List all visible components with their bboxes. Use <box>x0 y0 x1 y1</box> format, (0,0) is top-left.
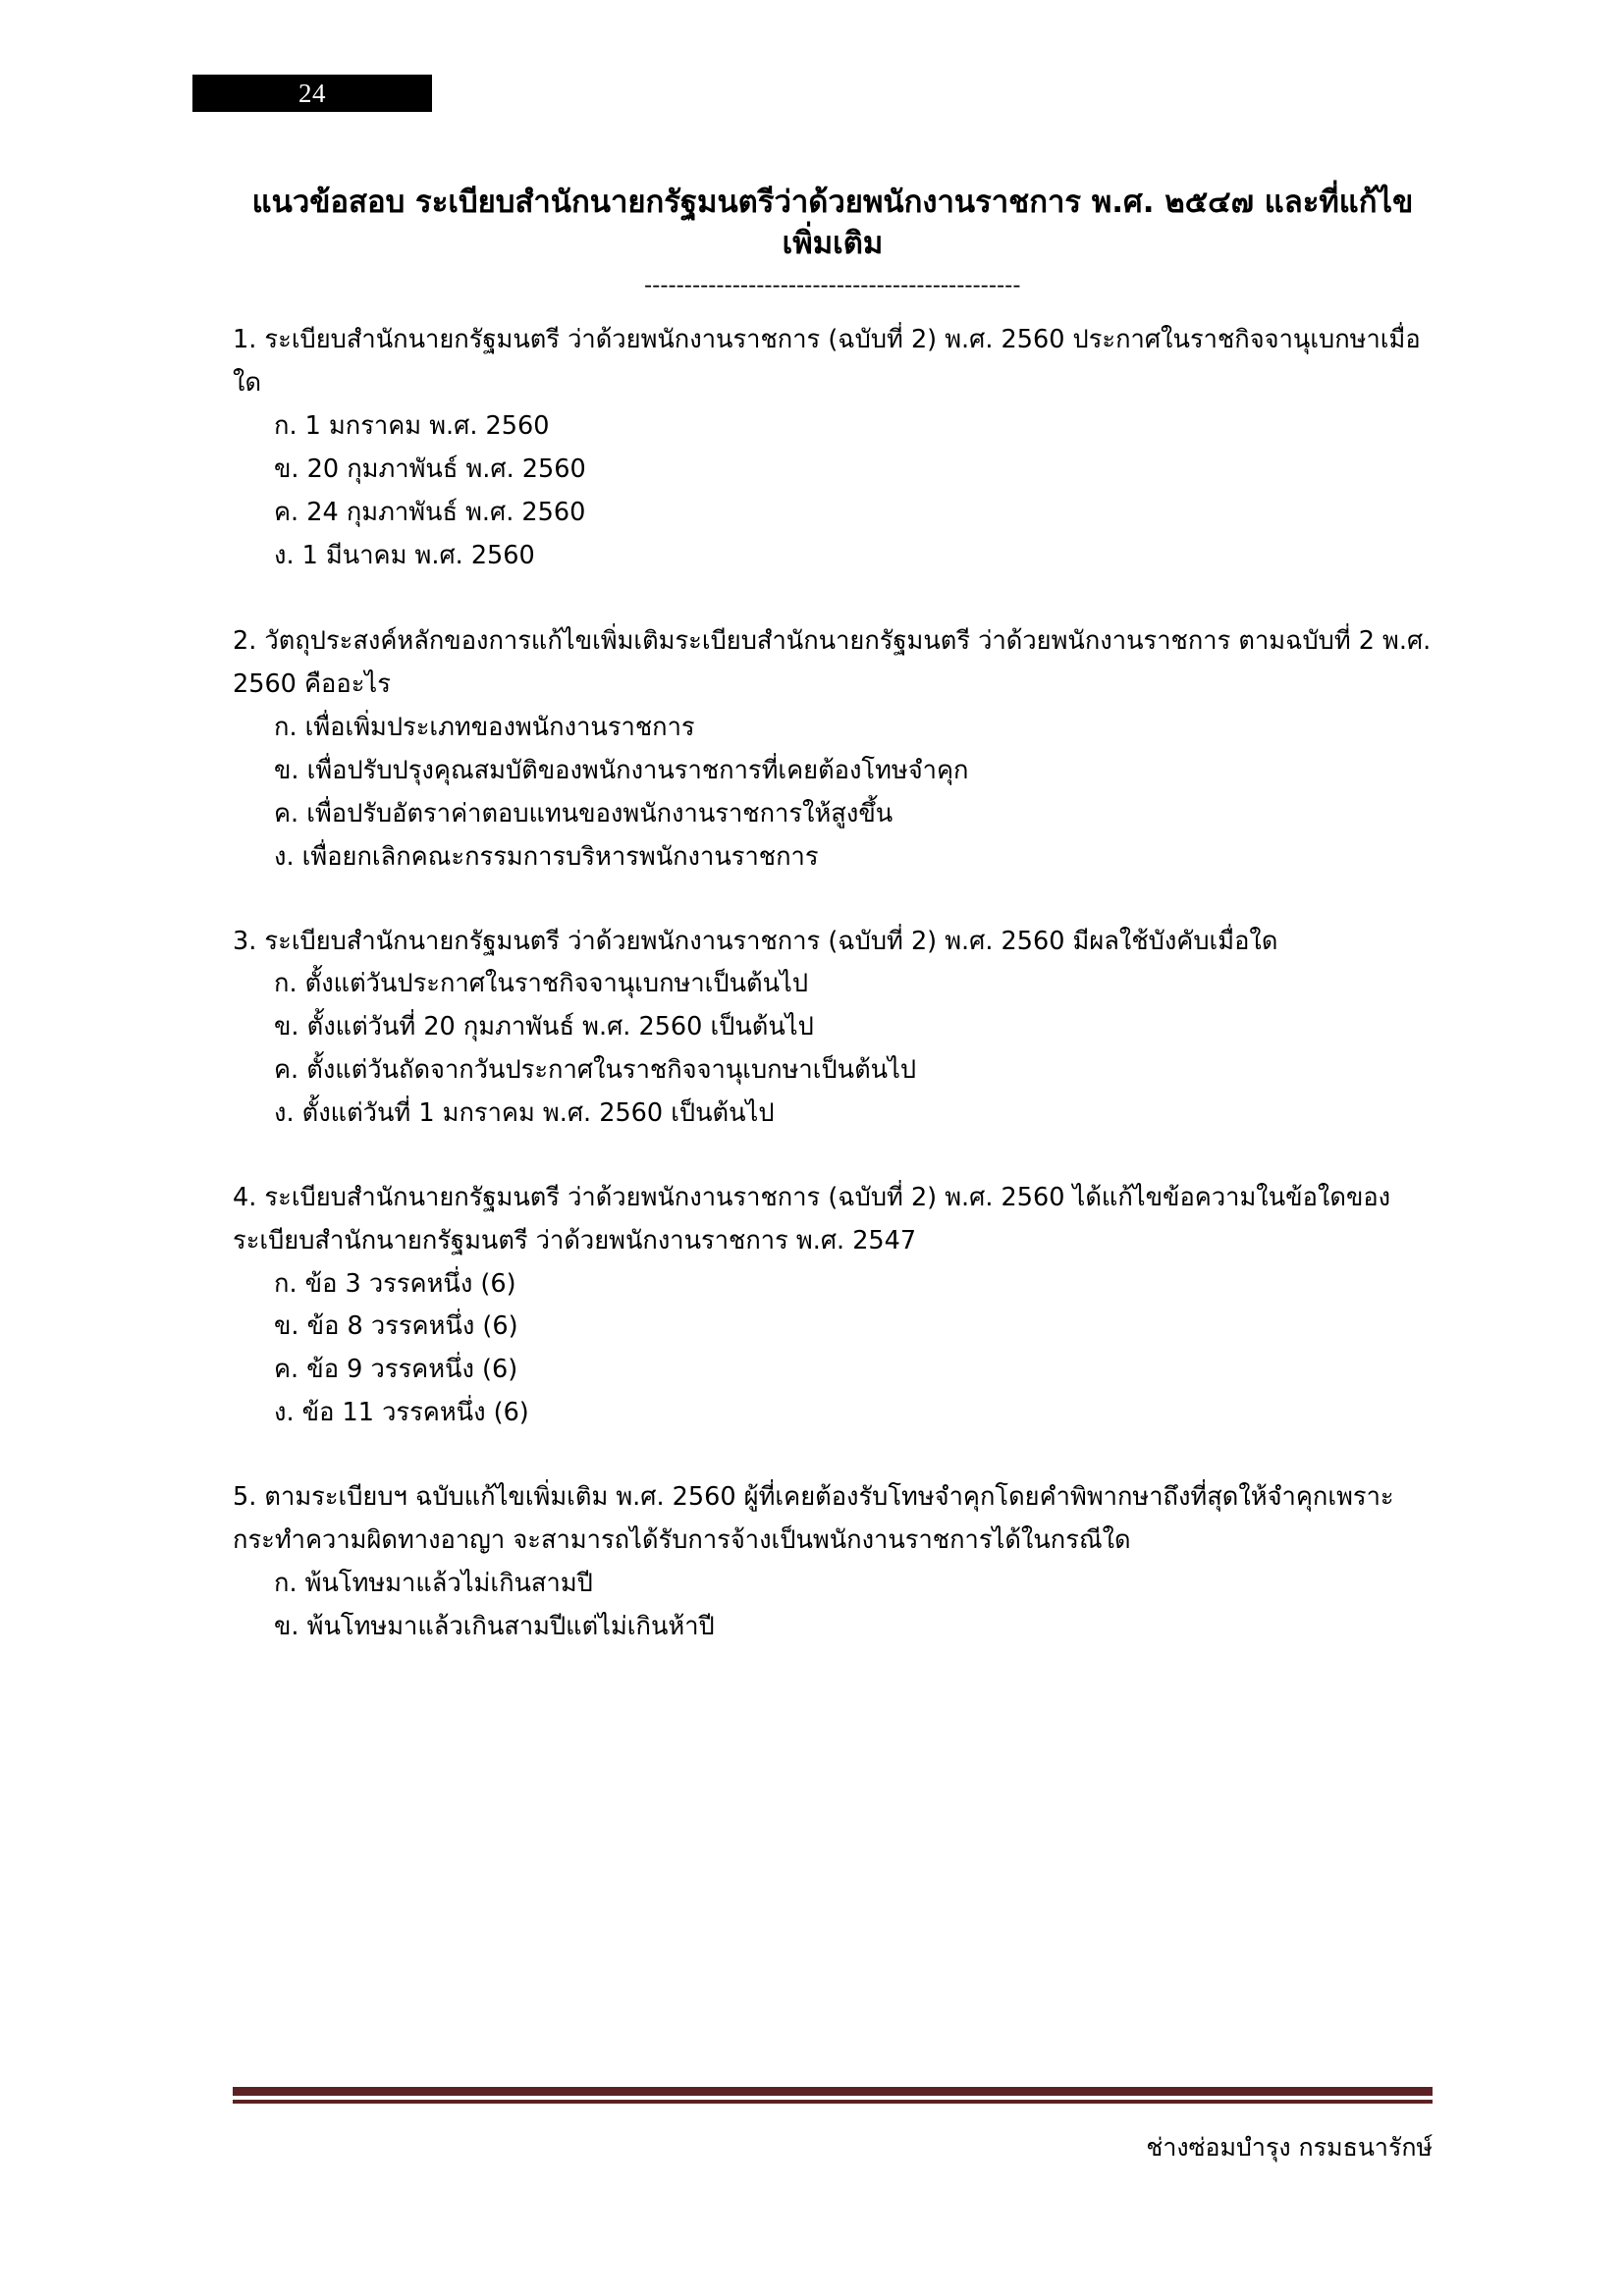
choice-option[interactable]: ก. ข้อ 3 วรรคหนึ่ง (6) <box>274 1268 516 1299</box>
choice-option[interactable]: ข. ข้อ 8 วรรคหนึ่ง (6) <box>274 1311 518 1342</box>
question-block <box>233 319 1433 577</box>
document-content <box>233 183 1433 1648</box>
choice-option[interactable]: ก. เพื่อเพิ่มประเภทของพนักงานราชการ <box>274 713 695 743</box>
choice-option[interactable]: ค. ตั้งแต่วันถัดจากวันประกาศในราชกิจจานุเบกษาเป็นต้นไป <box>274 1055 917 1086</box>
choice-option[interactable]: ก. ตั้งแต่วันประกาศในราชกิจจานุเบกษาเป็นต้นไป <box>274 969 809 999</box>
choice-option[interactable]: ข. เพื่อปรับปรุงคุณสมบัติของพนักงานราชการที่เคยต้องโทษจำคุก <box>274 756 969 786</box>
choice-list <box>233 1263 1433 1435</box>
page-number-badge: 24 <box>192 75 432 112</box>
question-block <box>233 1177 1433 1435</box>
footer-text: ช่างซ่อมบำรุง กรมธนารักษ์ <box>1146 2133 1433 2162</box>
dashed-separator: ----------------------------------------------- <box>644 271 1021 296</box>
choice-list <box>233 963 1433 1135</box>
choice-option[interactable]: ก. 1 มกราคม พ.ศ. 2560 <box>274 411 550 441</box>
footer-rule-thick <box>233 2087 1433 2096</box>
choice-option[interactable]: ค. ข้อ 9 วรรคหนึ่ง (6) <box>274 1355 518 1385</box>
choice-option[interactable]: ก. พ้นโทษมาแล้วไม่เกินสามปี <box>274 1568 593 1598</box>
choice-option[interactable]: ข. พ้นโทษมาแล้วเกินสามปีแต่ไม่เกินห้าปี <box>274 1611 715 1641</box>
question-text: 2. วัตถุประสงค์หลักของการแก้ไขเพิ่มเติมระเบียบสำนักนายกรัฐมนตรี ว่าด้วยพนักงานราชการ ตามฉบับที่ 2 พ.ศ. 2560 คืออะไร <box>233 626 1432 700</box>
choice-list <box>233 1563 1433 1649</box>
choice-option[interactable]: ข. 20 กุมภาพันธ์ พ.ศ. 2560 <box>274 454 586 484</box>
question-block <box>233 921 1433 1136</box>
choice-list <box>233 707 1433 879</box>
question-text: 1. ระเบียบสำนักนายกรัฐมนตรี ว่าด้วยพนักงานราชการ (ฉบับที่ 2) พ.ศ. 2560 ประกาศในราชกิจจานุเบกษาเมื่อใด <box>233 325 1421 399</box>
question-block <box>233 1476 1433 1648</box>
question-text: 4. ระเบียบสำนักนายกรัฐมนตรี ว่าด้วยพนักงานราชการ (ฉบับที่ 2) พ.ศ. 2560 ได้แก้ไขข้อความในข้อใดของระเบียบสำนักนายกรัฐมนตรี ว่าด้วยพนักงานราชการ พ.ศ. 2547 <box>233 1182 1391 1255</box>
choice-option[interactable]: ง. ข้อ 11 วรรคหนึ่ง (6) <box>274 1398 529 1428</box>
question-text: 5. ตามระเบียบฯ ฉบับแก้ไขเพิ่มเติม พ.ศ. 2560 ผู้ที่เคยต้องรับโทษจำคุกโดยคำพิพากษาถึงที่สุดให้จำคุกเพราะกระทำความผิดทางอาญา จะสามารถได้รับการจ้างเป็นพนักงานราชการได้ในกรณีใด <box>233 1482 1394 1555</box>
choice-option[interactable]: ง. เพื่อยกเลิกคณะกรรมการบริหารพนักงานราชการ <box>274 841 819 872</box>
choice-option[interactable]: ง. ตั้งแต่วันที่ 1 มกราคม พ.ศ. 2560 เป็นต้นไป <box>274 1098 775 1129</box>
choice-option[interactable]: ง. 1 มีนาคม พ.ศ. 2560 <box>274 540 535 570</box>
page-title: แนวข้อสอบ ระเบียบสำนักนายกรัฐมนตรีว่าด้วยพนักงานราชการ พ.ศ. ๒๕๔๗ และที่แก้ไขเพิ่มเติม <box>251 185 1414 261</box>
page-footer <box>233 2087 1433 2166</box>
choice-list <box>233 405 1433 577</box>
footer-rule-thin <box>233 2100 1433 2104</box>
choice-option[interactable]: ข. ตั้งแต่วันที่ 20 กุมภาพันธ์ พ.ศ. 2560 เป็นต้นไป <box>274 1012 814 1042</box>
question-block <box>233 620 1433 879</box>
choice-option[interactable]: ค. 24 กุมภาพันธ์ พ.ศ. 2560 <box>274 497 586 527</box>
question-text: 3. ระเบียบสำนักนายกรัฐมนตรี ว่าด้วยพนักงานราชการ (ฉบับที่ 2) พ.ศ. 2560 มีผลใช้บังคับเมื่อใด <box>233 926 1278 956</box>
choice-option[interactable]: ค. เพื่อปรับอัตราค่าตอบแทนของพนักงานราชการให้สูงขึ้น <box>274 798 893 828</box>
